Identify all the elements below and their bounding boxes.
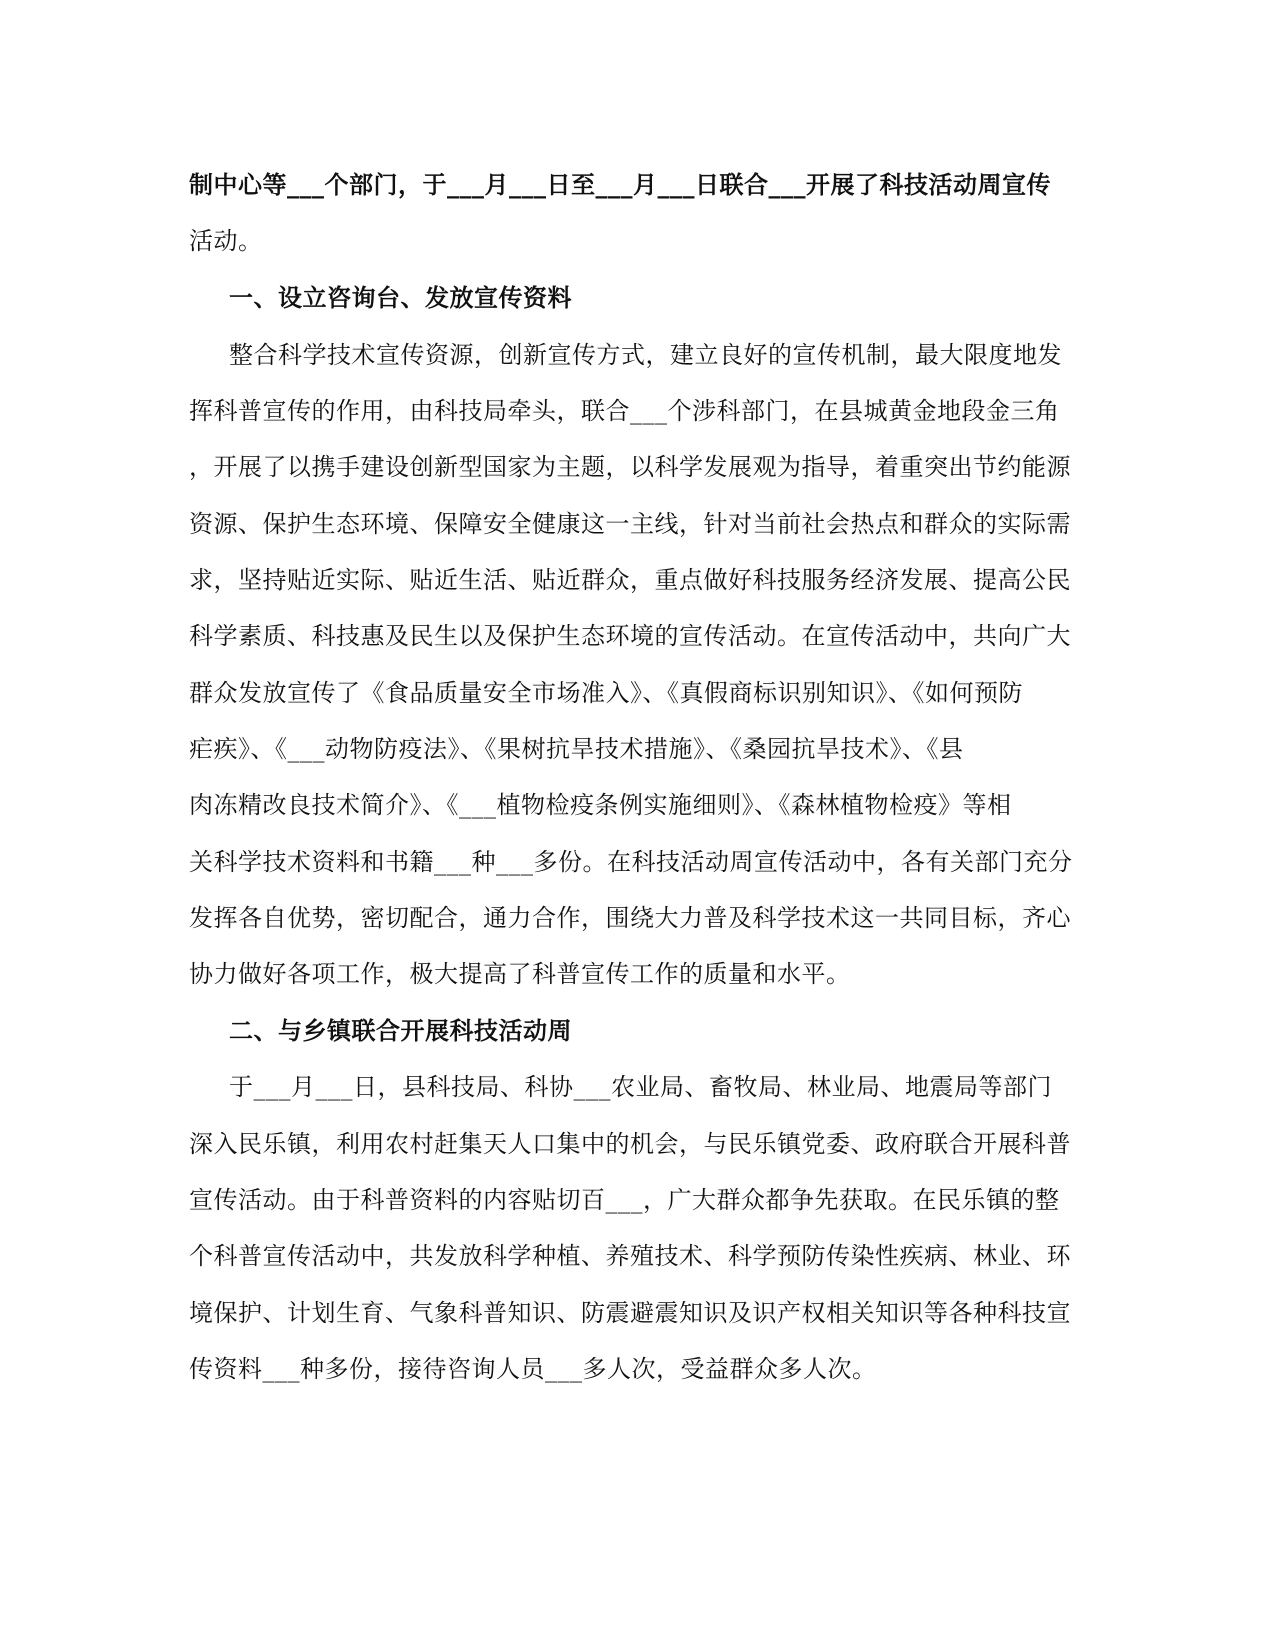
intro-line: 制中心等___个部门，于___月___日至___月___日联合___开展了科技活动周宣传	[189, 170, 1051, 199]
section1-paragraph-line: 关科学技术资料和书籍___种___多份。在科技活动周宣传活动中，各有关部门充分	[189, 848, 1073, 876]
section1-paragraph-line: 挥科普宣传的作用，由科技局牵头，联合___个涉科部门，在县城黄金地段金三角	[189, 397, 1060, 425]
section2-paragraph-line: 于___月___日，县科技局、科协___农业局、畜牧局、林业局、地震局等部门	[229, 1073, 1052, 1101]
section2-heading: 二、与乡镇联合开展科技活动周	[229, 1016, 572, 1045]
section1-paragraph-line: 科学素质、科技惠及民生以及保护生态环境的宣传活动。在宣传活动中，共向广大	[189, 622, 1071, 650]
section1-paragraph-line: ，开展了以携手建设创新型国家为主题，以科学发展观为指导，着重突出节约能源	[189, 453, 1071, 481]
section2-paragraph-line: 宣传活动。由于科普资料的内容贴切百___，广大群众都争先获取。在民乐镇的整	[189, 1186, 1060, 1214]
section2-paragraph-line: 深入民乐镇，利用农村赶集天人口集中的机会，与民乐镇党委、政府联合开展科普	[189, 1130, 1071, 1158]
section1-paragraph-line: 发挥各自优势，密切配合，通力合作，围绕大力普及科学技术这一共同目标，齐心	[189, 904, 1071, 932]
section1-paragraph-line: 资源、保护生态环境、保障安全健康这一主线，针对当前社会热点和群众的实际需	[189, 510, 1071, 538]
section2-paragraph-line: 个科普宣传活动中，共发放科学种植、养殖技术、科学预防传染性疾病、林业、环	[189, 1242, 1071, 1270]
section2-paragraph-line: 境保护、计划生育、气象科普知识、防震避震知识及识产权相关知识等各种科技宣	[189, 1299, 1071, 1327]
section1-paragraph-line: 协力做好各项工作，极大提高了科普宣传工作的质量和水平。	[189, 960, 851, 988]
section1-paragraph-line: 疟疾》、《___动物防疫法》、《果树抗旱技术措施》、《桑园抗旱技术》、《县	[189, 735, 964, 763]
section1-paragraph-line: 肉冻精改良技术简介》、《___植物检疫条例实施细则》、《森林植物检疫》等相	[189, 791, 1012, 819]
section1-paragraph-line: 求，坚持贴近实际、贴近生活、贴近群众，重点做好科技服务经济发展、提高公民	[189, 566, 1071, 594]
intro-line: 活动。	[189, 227, 263, 255]
section2-paragraph-line: 传资料___种多份，接待咨询人员___多人次，受益群众多人次。	[189, 1355, 877, 1383]
section1-paragraph-line: 群众发放宣传了《食品质量安全市场准入》、《真假商标识别知识》、《如何预防	[189, 679, 1023, 707]
section1-heading: 一、设立咨询台、发放宣传资料	[229, 283, 572, 312]
section1-paragraph-line: 整合科学技术宣传资源，创新宣传方式，建立良好的宣传机制，最大限度地发	[229, 341, 1062, 369]
